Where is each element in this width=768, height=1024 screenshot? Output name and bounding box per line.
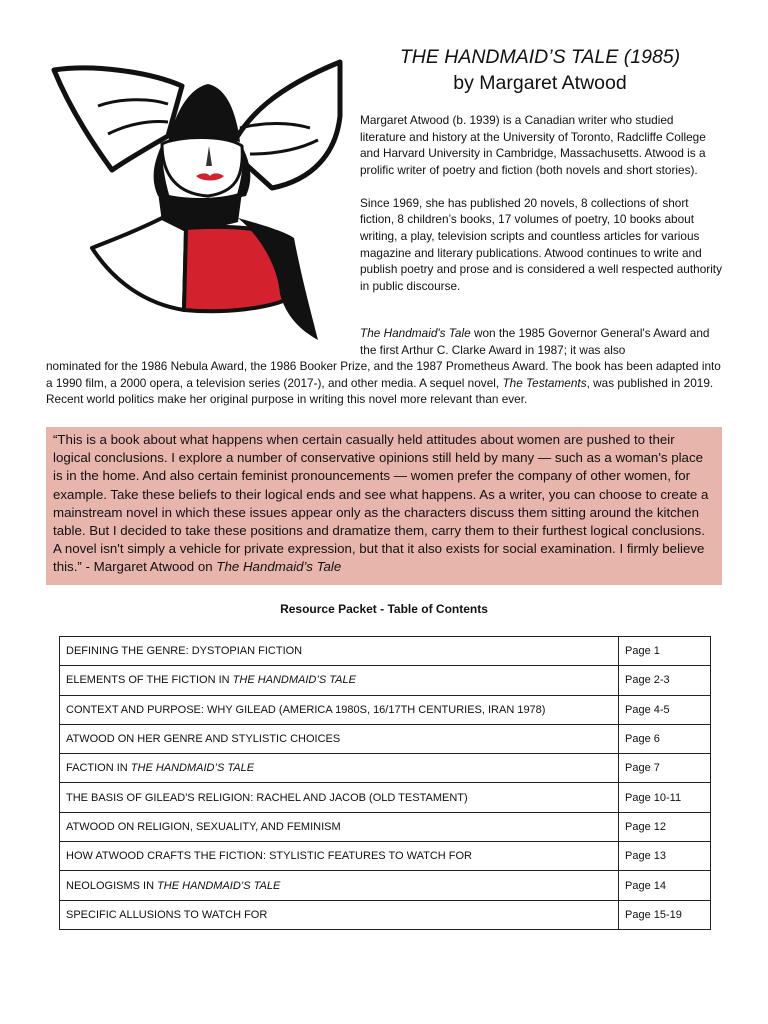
sequel-title: The Testaments [502,375,587,390]
toc-page-range: Page 1 [619,637,711,666]
quote-source-title: The Handmaid’s Tale [216,559,342,575]
awards-rest [46,358,722,408]
toc-section-text: DEFINING THE GENRE: DYSTOPIAN FICTION [66,645,303,658]
toc-section-text: NEOLOGISMS IN [66,879,158,892]
toc-page-range: Page 15-19 [619,900,711,929]
toc-section-book-title: THE HANDMAID’S TALE [130,762,255,775]
bio-paragraph: Margaret Atwood (b. 1939) is a Canadian writer who studied literature and history at the University of Toronto, Radcliffe College and Harvard University in Cambridge, Massachusetts. Atwood is a prolific writer of poetry and fiction (both novels and short stories). [360,113,706,177]
toc-section-text: HOW ATWOOD CRAFTS THE FICTION: STYLISTIC FEATURES TO WATCH FOR [66,850,472,863]
table-row [60,812,711,841]
toc-section-title [60,666,619,695]
awards-paragraph [46,325,722,408]
toc-section-title [60,900,619,929]
toc-section-text: THE BASIS OF GILEAD'S RELIGION: RACHEL AND JACOB (OLD TESTAMENT) [66,791,468,804]
toc-page-range: Page 12 [619,812,711,841]
toc-section-book-title: THE HANDMAID’S TALE [232,674,356,687]
toc-section-title [60,783,619,812]
toc-page-range: Page 4-5 [619,695,711,724]
toc-section-text: SPECIFIC ALLUSIONS TO WATCH FOR [66,908,268,921]
table-row [60,842,711,871]
table-row [60,637,711,666]
toc-section-text: ATWOOD ON HER GENRE AND STYLISTIC CHOICES [66,733,341,746]
toc-page-range: Page 6 [619,724,711,753]
bio-paragraph: Since 1969, she has published 20 novels, 8 collections of short fiction, 8 children’s books, 17 volumes of poetry, 10 books about writing, a play, television scripts and countless articles for various magazine and literary publications. Atwood continues to write and publish poetry and prose and is considered a well respected authority in public discourse. [360,195,722,293]
awards-first-lines [46,325,722,358]
toc-section-title [60,695,619,724]
handmaid-illustration [50,58,346,344]
book-title-inline: The Handmaid's Tale [360,326,471,340]
toc-section-title [60,842,619,871]
table-row [60,783,711,812]
toc-section-title [60,812,619,841]
toc-section-title [60,871,619,900]
quote-text: “This is a book about what happens when certain casually held attitudes about women are pushed to their logical conclusions. I explore a number of conservative opinions still held by many — such as a woman's place is in the home. And also certain feminist pronouncements — women prefer the company of other women, for example. Take these beliefs to their logical ends and see what happens. As a writer, you can choose to create a mainstream novel in which these issues appear only as the characters discuss them sitting around the kitchen table. But I decided to take these positions and dramatize them, carry them to their furthest logical conclusions. A novel isn't simply a vehicle for private expression, but that it also exists for social examination. I firmly believe this.” - Margaret Atwood on [53,432,709,575]
toc-section-text: CONTEXT AND PURPOSE: WHY GILEAD (AMERICA 1980S, 16/17TH CENTURIES, IRAN 1978) [66,703,546,716]
author-bio [360,112,722,311]
title-block [360,44,720,96]
toc-section-text: FACTION IN [66,762,131,775]
toc-page-range: Page 14 [619,871,711,900]
toc-section-text: ATWOOD ON RELIGION, SEXUALITY, AND FEMINISM [66,820,341,833]
awards-text: won the 1985 Governor General's Award and the first Arthur C. Clarke Award in 1987; it was also [360,326,710,357]
toc-section-title [60,754,619,783]
table-row [60,900,711,929]
table-row [60,871,711,900]
atwood-quote-box [46,427,722,585]
toc-page-range: Page 10-11 [619,783,711,812]
toc-section-title [60,724,619,753]
toc-page-range: Page 13 [619,842,711,871]
table-row [60,695,711,724]
table-of-contents [59,636,711,930]
toc-heading: Resource Packet - Table of Contents [280,602,488,616]
book-title: THE HANDMAID’S TALE (1985) [399,46,681,68]
toc-page-range: Page 2-3 [619,666,711,695]
awards-text: nominated for the 1986 Nebula Award, the 1986 Booker Prize, and the 1987 Prometheus Award. The book has been adapted into a 1990 film, a 2000 opera, a television series (2017-), and other media. A sequel novel, [46,359,721,390]
table-row [60,754,711,783]
table-row [60,666,711,695]
author-byline: by Margaret Atwood [453,72,627,94]
awards-text: , was published in 2019. Recent world politics make her original purpose in writing this novel more relevant than ever. [46,375,714,407]
toc-section-text: ELEMENTS OF THE FICTION IN [66,674,233,687]
toc-section-title [60,637,619,666]
table-row [60,724,711,753]
toc-page-range: Page 7 [619,754,711,783]
toc-section-book-title: THE HANDMAID’S TALE [157,879,281,892]
